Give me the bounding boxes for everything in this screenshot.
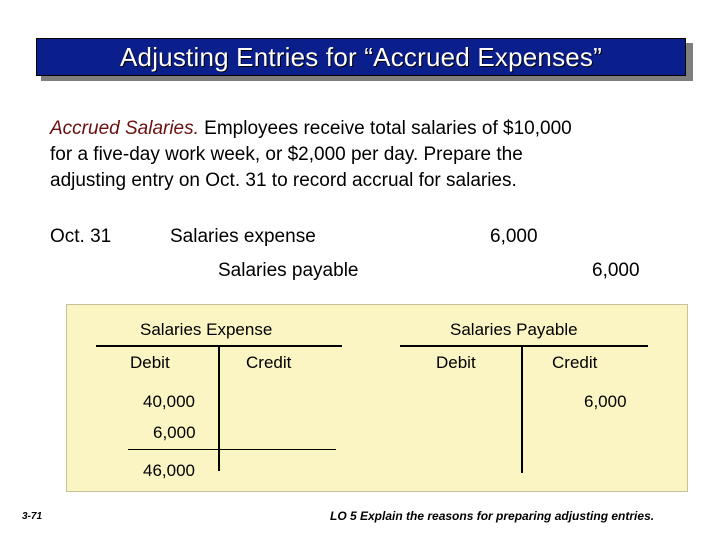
slide-title: Adjusting Entries for “Accrued Expenses” (120, 41, 602, 72)
title-banner (36, 38, 686, 76)
t-account-payable-credit-label: Credit (552, 353, 598, 372)
entry-credit-amount: 6,000 (592, 260, 640, 281)
page-number: 3-71 (22, 511, 43, 522)
t-account-expense-title: Salaries Expense (140, 320, 273, 339)
problem-paragraph (50, 116, 690, 194)
t-account-expense-debit-total: 46,000 (143, 461, 195, 480)
t-account-expense-credit-rule (218, 449, 336, 450)
entry-debit-amount: 6,000 (490, 226, 538, 247)
t-account-expense-debit-entry: 6,000 (153, 423, 196, 442)
learning-objective: LO 5 Explain the reasons for preparing adjusting entries. (330, 509, 655, 523)
t-account-expense-debit-entry: 40,000 (143, 392, 195, 411)
t-account-expense-divider (218, 345, 220, 471)
t-account-payable-debit-label: Debit (436, 353, 476, 372)
t-account-expense-credit-label: Credit (246, 353, 292, 372)
t-account-payable-divider (521, 345, 523, 473)
paragraph-line-1 (50, 116, 690, 142)
entry-debit-account: Salaries expense (170, 226, 316, 247)
t-account-expense-total-line (128, 449, 218, 450)
paragraph-line-1-text: Employees receive total salaries of $10,000 (198, 118, 572, 139)
paragraph-line-2: for a five-day work week, or $2,000 per day. Prepare the (50, 144, 523, 165)
t-account-payable-title: Salaries Payable (450, 320, 578, 339)
t-account-payable-credit-entry: 6,000 (584, 392, 627, 411)
t-account-payable-top-line (400, 345, 648, 347)
paragraph-lead: Accrued Salaries. (50, 118, 199, 139)
entry-date: Oct. 31 (50, 226, 112, 247)
entry-credit-account: Salaries payable (218, 260, 359, 281)
t-account-expense-debit-label: Debit (130, 353, 170, 372)
paragraph-line-3: adjusting entry on Oct. 31 to record accrual for salaries. (50, 170, 517, 191)
